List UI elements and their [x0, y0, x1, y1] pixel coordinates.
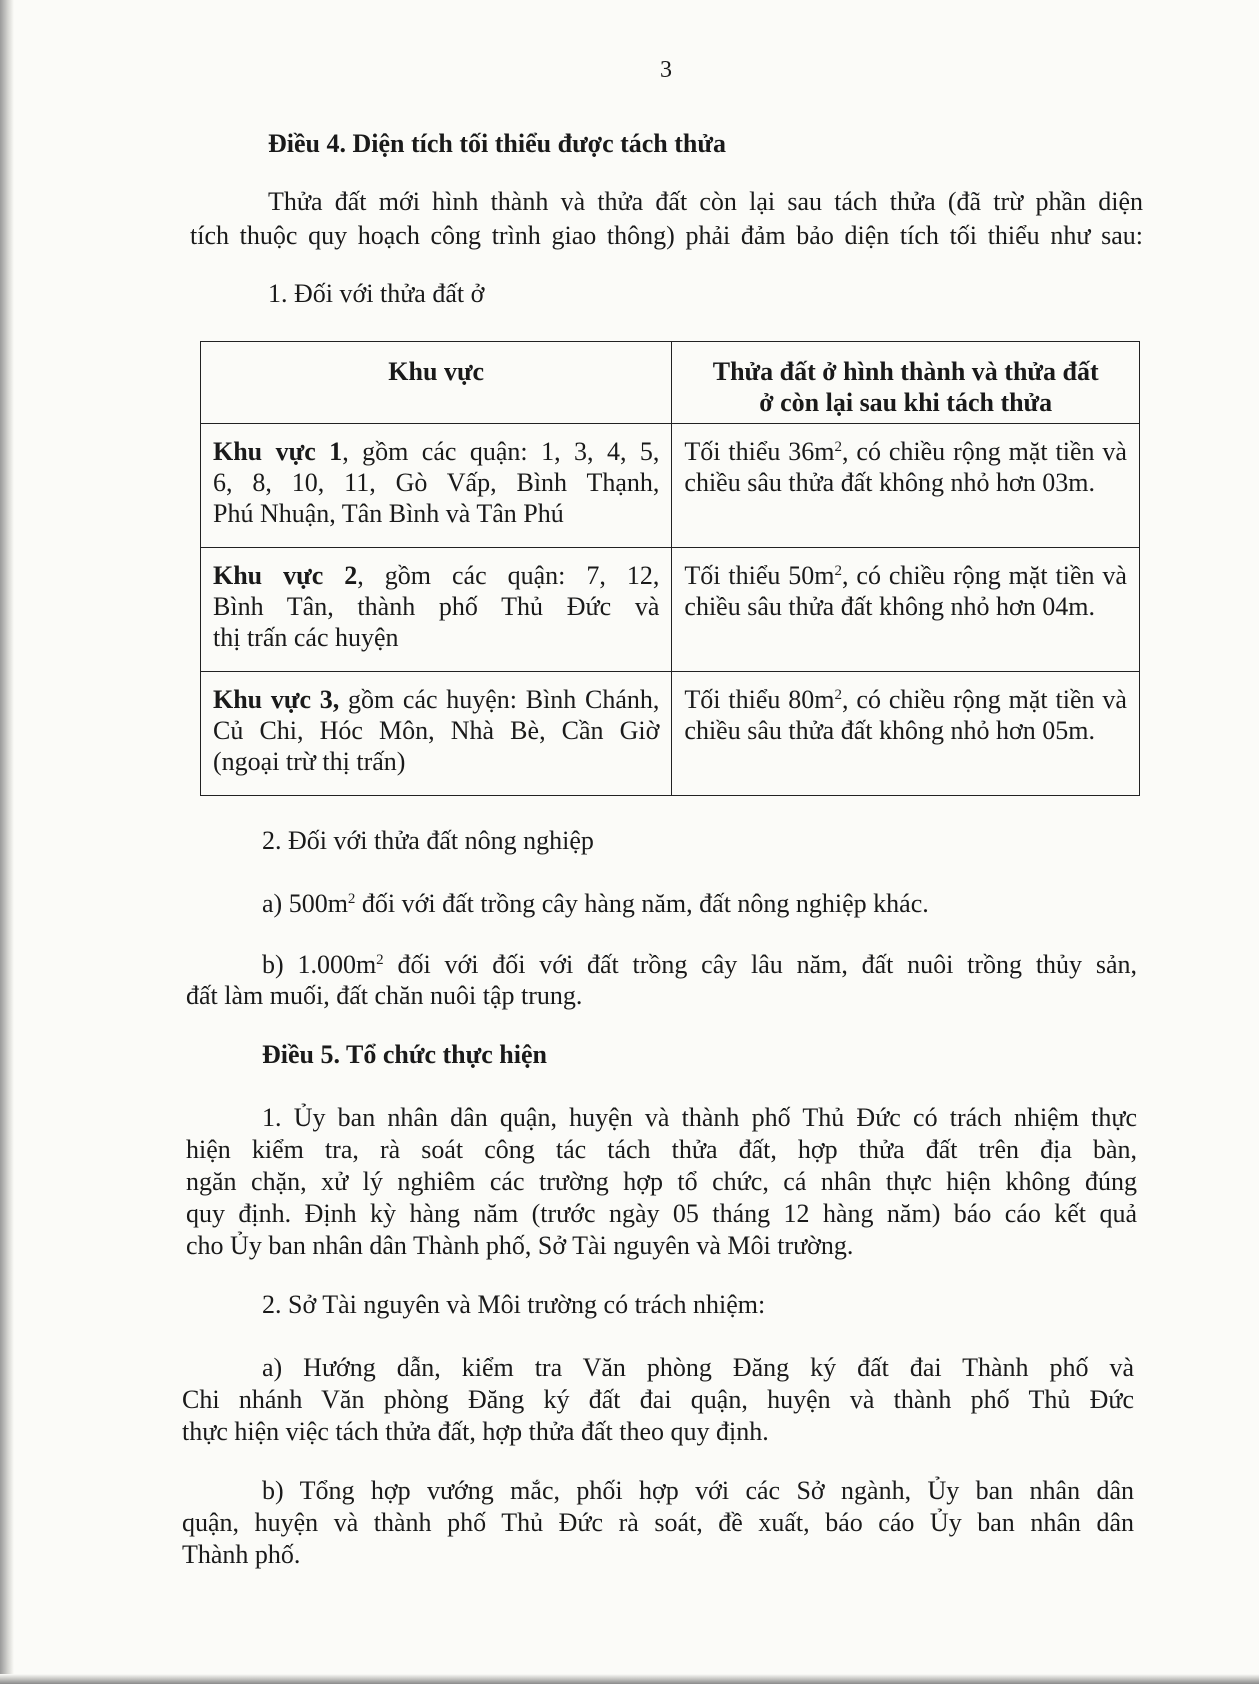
header-area: Khu vực	[201, 342, 672, 424]
article-5-p1-line1: 1. Ủy ban nhân dân quận, huyện và thành phố Thủ Đức có trách nhiệm thực	[262, 1103, 1137, 1132]
article-5-p1-line5: cho Ủy ban nhân dân Thành phố, Sở Tài nguyên và Môi trường.	[186, 1231, 854, 1260]
article-5-p2b-line1: b) Tổng hợp vướng mắc, phối hợp với các Sở ngành, Ủy ban nhân dân	[262, 1476, 1134, 1505]
article-5-p1-line3: ngăn chặn, xử lý nghiêm các trường hợp tổ chức, cá nhân thực hiện không đúng	[186, 1167, 1137, 1196]
article-4-item-2b-line2: đất làm muối, đất chăn nuôi tập trung.	[186, 981, 583, 1010]
scan-edge-bottom	[0, 1674, 1259, 1684]
page-number: 3	[660, 57, 672, 83]
area-requirement: Tối thiểu $80m^2$, có chiều rộng mặt tiền và chiều sâu thửa đất không nhỏ hơn 05m.	[672, 672, 1140, 796]
article-4-item-1: 1. Đối với thửa đất ở	[268, 279, 485, 308]
article-5-p2b-line2: quận, huyện và thành phố Thủ Đức rà soát, đề xuất, báo cáo Ủy ban nhân dân	[182, 1508, 1134, 1537]
article-5-p1-line4: quy định. Định kỳ hàng năm (trước ngày 05 tháng 12 hàng năm) báo cáo kết quả	[186, 1199, 1137, 1228]
article-4-item-2a: a) $500m^2$ đối với đất trồng cây hàng năm, đất nông nghiệp khác.	[262, 889, 929, 918]
scan-edge-left	[0, 0, 14, 1684]
area-description: Khu vực 1, gồm các quận: 1, 3, 4, 5, 6, 8, 10, 11, Gò Vấp, Bình Thạnh, Phú Nhuận, Tân Bình và Tân Phú	[201, 424, 672, 548]
article-5-p2b-line3: Thành phố.	[182, 1540, 301, 1569]
article-4-intro-line2: tích thuộc quy hoạch công trình giao thông) phải đảm bảo diện tích tối thiểu như sau:	[190, 221, 1143, 250]
table-row	[201, 672, 1140, 796]
article-5-p1-line2: hiện kiểm tra, rà soát công tác tách thửa đất, hợp thửa đất trên địa bàn,	[186, 1135, 1137, 1164]
article-5-p2a-line2: Chi nhánh Văn phòng Đăng ký đất đai quận, huyện và thành phố Thủ Đức	[182, 1385, 1134, 1414]
article-5-p2a-line3: thực hiện việc tách thửa đất, hợp thửa đất theo quy định.	[182, 1417, 769, 1446]
article-5-p2: 2. Sở Tài nguyên và Môi trường có trách nhiệm:	[262, 1290, 766, 1319]
table-header-row	[201, 342, 1140, 424]
article-5-p2a-line1: a) Hướng dẫn, kiểm tra Văn phòng Đăng ký đất đai Thành phố và	[262, 1353, 1134, 1382]
area-description: Khu vực 3, gồm các huyện: Bình Chánh, Củ Chi, Hóc Môn, Nhà Bè, Cần Giờ (ngoại trừ thị trấn)	[201, 672, 672, 796]
area-description: Khu vực 2, gồm các quận: 7, 12, Bình Tân, thành phố Thủ Đức và thị trấn các huyện	[201, 548, 672, 672]
table-row	[201, 424, 1140, 548]
article-4-intro-line1: Thửa đất mới hình thành và thửa đất còn lại sau tách thửa (đã trừ phần diện	[268, 187, 1143, 216]
article-4-item-2b: b) $1.000m^2$ đối với đối với đất trồng cây lâu năm, đất nuôi trồng thủy sản,	[262, 950, 1137, 979]
table-row	[201, 548, 1140, 672]
header-requirement: Thửa đất ở hình thành và thửa đất ở còn lại sau khi tách thửa	[672, 342, 1140, 424]
area-requirement: Tối thiểu $50m^2$, có chiều rộng mặt tiền và chiều sâu thửa đất không nhỏ hơn 04m.	[672, 548, 1140, 672]
article-5-title: Điều 5. Tổ chức thực hiện	[262, 1040, 547, 1069]
area-requirement: Tối thiểu $36m^2$, có chiều rộng mặt tiền và chiều sâu thửa đất không nhỏ hơn 03m.	[672, 424, 1140, 548]
minimum-area-table	[200, 341, 1140, 796]
article-4-item-2: 2. Đối với thửa đất nông nghiệp	[262, 826, 594, 855]
article-4-title: Điều 4. Diện tích tối thiểu được tách thửa	[268, 129, 726, 158]
